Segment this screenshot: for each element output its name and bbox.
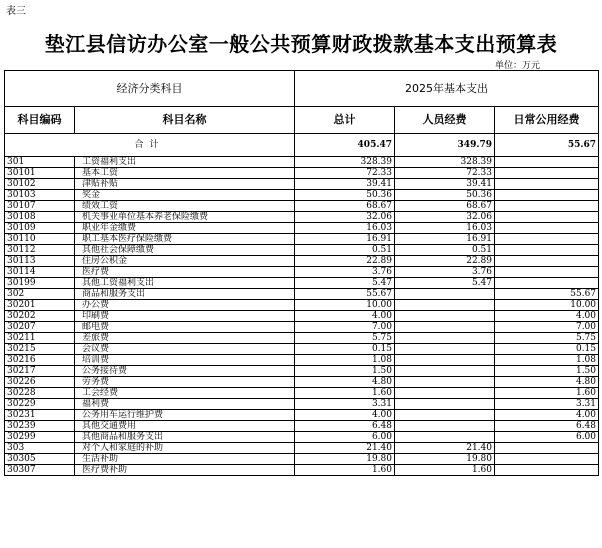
row-name: 其他工资福利支出 — [75, 278, 295, 289]
row-total: 19.80 — [295, 454, 395, 465]
row-public — [495, 443, 599, 454]
table-row — [5, 465, 599, 476]
row-personnel: 328.39 — [395, 157, 495, 168]
row-total: 32.06 — [295, 212, 395, 223]
row-name: 办公费 — [75, 300, 295, 311]
row-personnel — [395, 410, 495, 421]
row-name: 住房公积金 — [75, 256, 295, 267]
table-row — [5, 344, 599, 355]
row-code: 302 — [5, 289, 75, 300]
row-personnel: 0.51 — [395, 245, 495, 256]
row-code: 30107 — [5, 201, 75, 212]
row-total: 0.15 — [295, 344, 395, 355]
row-code: 30211 — [5, 333, 75, 344]
row-total: 0.51 — [295, 245, 395, 256]
table-row — [5, 366, 599, 377]
row-public — [495, 212, 599, 223]
table-row — [5, 399, 599, 410]
row-total: 5.75 — [295, 333, 395, 344]
row-total: 1.08 — [295, 355, 395, 366]
total-label: 合计 — [5, 134, 295, 157]
row-name: 机关事业单位基本养老保险缴费 — [75, 212, 295, 223]
row-public — [495, 256, 599, 267]
row-total: 1.50 — [295, 366, 395, 377]
row-total: 55.67 — [295, 289, 395, 300]
row-personnel: 72.33 — [395, 168, 495, 179]
row-code: 30217 — [5, 366, 75, 377]
row-total: 5.47 — [295, 278, 395, 289]
total-public: 55.67 — [495, 134, 599, 157]
row-code: 30108 — [5, 212, 75, 223]
row-personnel: 32.06 — [395, 212, 495, 223]
row-name: 工资福利支出 — [75, 157, 295, 168]
row-code: 303 — [5, 443, 75, 454]
row-personnel: 19.80 — [395, 454, 495, 465]
row-name: 医疗费 — [75, 267, 295, 278]
row-personnel: 22.89 — [395, 256, 495, 267]
row-public: 10.00 — [495, 300, 599, 311]
table-row — [5, 157, 599, 168]
row-name: 基本工资 — [75, 168, 295, 179]
row-code: 30114 — [5, 267, 75, 278]
row-personnel — [395, 388, 495, 399]
row-public — [495, 223, 599, 234]
table-row — [5, 410, 599, 421]
row-personnel — [395, 377, 495, 388]
row-personnel: 50.36 — [395, 190, 495, 201]
row-personnel: 1.60 — [395, 465, 495, 476]
row-code: 30102 — [5, 179, 75, 190]
row-code: 30109 — [5, 223, 75, 234]
sheet-label: 表三 — [6, 6, 26, 17]
row-public: 0.15 — [495, 344, 599, 355]
row-public — [495, 234, 599, 245]
row-total: 72.33 — [295, 168, 395, 179]
row-code: 30202 — [5, 311, 75, 322]
row-code: 30113 — [5, 256, 75, 267]
row-name: 奖金 — [75, 190, 295, 201]
header-column-row — [5, 107, 599, 134]
row-public: 3.31 — [495, 399, 599, 410]
table-row — [5, 300, 599, 311]
row-public — [495, 168, 599, 179]
row-total: 4.00 — [295, 410, 395, 421]
row-code: 30228 — [5, 388, 75, 399]
row-public: 5.75 — [495, 333, 599, 344]
row-personnel — [395, 432, 495, 443]
row-code: 30229 — [5, 399, 75, 410]
row-public — [495, 267, 599, 278]
row-personnel — [395, 289, 495, 300]
row-code: 30103 — [5, 190, 75, 201]
row-name: 绩效工资 — [75, 201, 295, 212]
row-name: 其他商品和服务支出 — [75, 432, 295, 443]
row-total: 1.60 — [295, 465, 395, 476]
unit-label: 单位：万元 — [494, 61, 540, 71]
row-public — [495, 454, 599, 465]
table-row — [5, 454, 599, 465]
row-personnel — [395, 355, 495, 366]
row-personnel — [395, 322, 495, 333]
row-total: 21.40 — [295, 443, 395, 454]
table-row — [5, 432, 599, 443]
row-name: 公务用车运行维护费 — [75, 410, 295, 421]
row-code: 30112 — [5, 245, 75, 256]
row-public: 1.08 — [495, 355, 599, 366]
row-total: 3.31 — [295, 399, 395, 410]
total-row — [5, 134, 599, 157]
total-personnel: 349.79 — [395, 134, 495, 157]
row-public: 6.00 — [495, 432, 599, 443]
row-personnel — [395, 399, 495, 410]
row-personnel: 5.47 — [395, 278, 495, 289]
row-total: 10.00 — [295, 300, 395, 311]
row-code: 30207 — [5, 322, 75, 333]
row-name: 会议费 — [75, 344, 295, 355]
row-total: 16.91 — [295, 234, 395, 245]
row-public — [495, 201, 599, 212]
row-personnel — [395, 421, 495, 432]
row-public — [495, 278, 599, 289]
row-name: 其他交通费用 — [75, 421, 295, 432]
row-total: 16.03 — [295, 223, 395, 234]
row-code: 30226 — [5, 377, 75, 388]
table-row — [5, 443, 599, 454]
table-row — [5, 234, 599, 245]
row-personnel: 21.40 — [395, 443, 495, 454]
row-code: 30216 — [5, 355, 75, 366]
table-row — [5, 179, 599, 190]
row-personnel — [395, 344, 495, 355]
row-name: 医疗费补助 — [75, 465, 295, 476]
row-public: 1.50 — [495, 366, 599, 377]
row-public: 4.00 — [495, 311, 599, 322]
row-public: 4.80 — [495, 377, 599, 388]
row-code: 30307 — [5, 465, 75, 476]
table-row — [5, 311, 599, 322]
row-total: 22.89 — [295, 256, 395, 267]
budget-table — [4, 70, 599, 476]
row-total: 3.76 — [295, 267, 395, 278]
row-personnel: 68.67 — [395, 201, 495, 212]
row-name: 生活补助 — [75, 454, 295, 465]
row-total: 68.67 — [295, 201, 395, 212]
row-personnel — [395, 366, 495, 377]
table-row — [5, 223, 599, 234]
row-code: 30215 — [5, 344, 75, 355]
page-title: 垫江县信访办公室一般公共预算财政拨款基本支出预算表 — [44, 32, 558, 56]
row-total: 4.00 — [295, 311, 395, 322]
row-public: 55.67 — [495, 289, 599, 300]
table-row — [5, 278, 599, 289]
table-row — [5, 322, 599, 333]
row-personnel — [395, 333, 495, 344]
table-row — [5, 256, 599, 267]
header-public: 日常公用经费 — [495, 107, 599, 134]
row-name: 公务接待费 — [75, 366, 295, 377]
table-row — [5, 388, 599, 399]
total-total: 405.47 — [295, 134, 395, 157]
row-name: 培训费 — [75, 355, 295, 366]
row-public — [495, 245, 599, 256]
row-name: 邮电费 — [75, 322, 295, 333]
table-row — [5, 212, 599, 223]
header-personnel: 人员经费 — [395, 107, 495, 134]
header-code: 科目编码 — [5, 107, 75, 134]
header-basic-expenditure: 2025年基本支出 — [295, 71, 599, 107]
row-name: 差旅费 — [75, 333, 295, 344]
row-total: 6.00 — [295, 432, 395, 443]
table-row — [5, 267, 599, 278]
table-row — [5, 377, 599, 388]
table-row — [5, 421, 599, 432]
row-code: 30305 — [5, 454, 75, 465]
row-public — [495, 465, 599, 476]
row-name: 职业年金缴费 — [75, 223, 295, 234]
row-personnel: 16.03 — [395, 223, 495, 234]
table-row — [5, 355, 599, 366]
row-code: 30201 — [5, 300, 75, 311]
header-total: 总计 — [295, 107, 395, 134]
row-code: 30299 — [5, 432, 75, 443]
row-name: 津贴补贴 — [75, 179, 295, 190]
row-personnel: 3.76 — [395, 267, 495, 278]
header-name: 科目名称 — [75, 107, 295, 134]
row-name: 福利费 — [75, 399, 295, 410]
row-name: 其他社会保障缴费 — [75, 245, 295, 256]
row-name: 劳务费 — [75, 377, 295, 388]
row-code: 30231 — [5, 410, 75, 421]
row-total: 6.48 — [295, 421, 395, 432]
row-total: 7.00 — [295, 322, 395, 333]
row-name: 对个人和家庭的补助 — [75, 443, 295, 454]
table-row — [5, 190, 599, 201]
header-economic-category: 经济分类科目 — [5, 71, 295, 107]
row-total: 39.41 — [295, 179, 395, 190]
row-public — [495, 179, 599, 190]
row-personnel — [395, 300, 495, 311]
row-total: 50.36 — [295, 190, 395, 201]
row-personnel — [395, 311, 495, 322]
row-public: 6.48 — [495, 421, 599, 432]
row-name: 工会经费 — [75, 388, 295, 399]
row-public — [495, 190, 599, 201]
row-name: 商品和服务支出 — [75, 289, 295, 300]
row-personnel: 16.91 — [395, 234, 495, 245]
table-row — [5, 289, 599, 300]
row-total: 1.60 — [295, 388, 395, 399]
table-row — [5, 333, 599, 344]
table-row — [5, 201, 599, 212]
row-total: 4.80 — [295, 377, 395, 388]
row-public: 7.00 — [495, 322, 599, 333]
row-public — [495, 157, 599, 168]
row-total: 328.39 — [295, 157, 395, 168]
row-code: 30101 — [5, 168, 75, 179]
row-code: 30239 — [5, 421, 75, 432]
row-public: 1.60 — [495, 388, 599, 399]
table-row — [5, 168, 599, 179]
row-code: 30199 — [5, 278, 75, 289]
row-public: 4.00 — [495, 410, 599, 421]
row-name: 职工基本医疗保险缴费 — [75, 234, 295, 245]
header-group-row — [5, 71, 599, 107]
row-code: 301 — [5, 157, 75, 168]
table-row — [5, 245, 599, 256]
row-code: 30110 — [5, 234, 75, 245]
row-personnel: 39.41 — [395, 179, 495, 190]
row-name: 印刷费 — [75, 311, 295, 322]
